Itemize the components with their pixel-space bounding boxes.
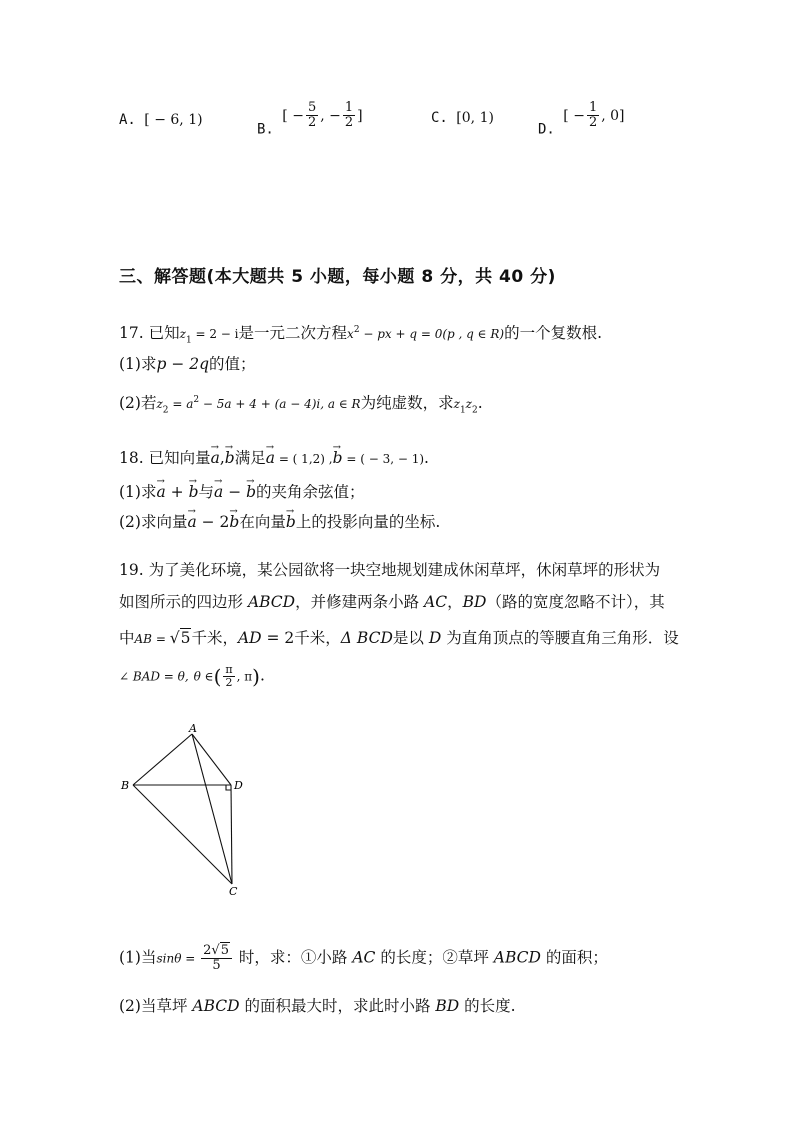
q19-line2-text-c: ， (447, 593, 463, 611)
q18-text-2: 满足 (234, 449, 266, 467)
option-b-value (282, 100, 363, 130)
q19-part2-bd: BD (435, 997, 460, 1015)
option-d-label: D. (538, 121, 555, 138)
q18-eq-b: = ( − 3, − 1) (342, 452, 425, 466)
q19-line4-pi-num: π (225, 663, 233, 676)
q19-line4-pi-den: 2 (225, 676, 233, 689)
q17-part1-text-b: 的值； (209, 355, 256, 373)
q18-part2-vec-a: → a (187, 512, 196, 532)
q17-part1 (119, 354, 256, 374)
label-c: C (229, 885, 238, 898)
option-b (257, 101, 363, 138)
segment-dc (231, 785, 232, 884)
q18-part2-minus2: − 2 (196, 513, 230, 531)
q19-line4-angle: ∠ BAD = θ, (119, 669, 189, 684)
q18-vec-b: → b (225, 448, 235, 468)
q19-part1 (119, 944, 608, 973)
q19-part1-radicand: 5 (220, 943, 229, 958)
q19-part2-abcd: ABCD (192, 997, 240, 1015)
q17-part2 (119, 390, 483, 420)
q19-part1-text-b: 时，求：①小路 (233, 948, 353, 967)
q17-part2-z2b: z (465, 397, 472, 412)
q18-comma: , (219, 449, 225, 467)
option-b-frac1-num: 5 (307, 100, 317, 115)
option-b-open: [ − (282, 107, 304, 124)
q19-part1-text-c: 的长度；②草坪 (375, 948, 494, 967)
label-d: D (234, 779, 243, 792)
q19-line3-ad: AD (237, 629, 262, 647)
q17-part2-z1-sub: 1 (459, 405, 466, 416)
q19-part1-num-coef: 2 (203, 943, 212, 958)
option-b-frac2-num: 1 (344, 100, 354, 115)
q18-part1-vec-b-2: → b (246, 482, 256, 502)
q18-text-3: . (424, 449, 429, 467)
q19-part1-ac: AC (352, 948, 376, 967)
q17-part2-text-a: (2)若 (119, 394, 157, 413)
q17-part2-expr: − 5a + 4 + (a − 4)i, a ∈ R (199, 397, 361, 412)
q18-part2-vec-b-2: → b (286, 512, 296, 532)
q18-part1 (119, 482, 365, 502)
q19-line2-text-b: ，并修建两条小路 (295, 593, 425, 611)
q17-math-z1-sub: 1 (185, 335, 192, 346)
q19-part1-frac (201, 944, 232, 973)
option-a-label: A. (119, 112, 136, 128)
q19-line4-pi: , π (236, 669, 253, 684)
q19-line2-abcd: ABCD (247, 593, 296, 611)
q17-part2-text-b: 为纯虚数，求 (360, 394, 454, 413)
q17-part2-z2-sub: 2 (162, 405, 169, 416)
q19-part2-text-b: 的面积最大时，求此时小路 (239, 997, 436, 1015)
q19-line3-radicand: 5 (180, 629, 191, 647)
section-heading: 三、解答题(本大题共 5 小题，每小题 8 分，共 40 分) (119, 267, 556, 287)
option-b-frac2-den: 2 (344, 115, 354, 130)
q17-math-x-sup: 2 (353, 325, 360, 335)
q19-line4-rparen: ) (252, 664, 260, 689)
q17-math-x: x (347, 327, 354, 342)
q17-text-2: 是一元二次方程 (238, 324, 348, 343)
segment-bc (133, 785, 232, 884)
q18-part1-vec-b: → b (189, 482, 199, 502)
option-b-close: ] (357, 107, 363, 124)
q19-line3-text-e: 为直角顶点的等腰直角三角形．设 (441, 629, 679, 647)
q18-vec-a-2: → a (266, 448, 275, 468)
q17-part2-z1: z (453, 397, 460, 412)
q19-line3-sqrt: √5 (169, 629, 191, 647)
option-d-open: [ − (563, 107, 585, 124)
q19-line4-lparen: ( (213, 664, 222, 689)
q19-line2-text-a: 如图所示的四边形 (119, 593, 248, 611)
q18-part1-minus: − (223, 483, 247, 501)
option-c (431, 110, 494, 126)
q19-part1-text-d: 的面积； (540, 948, 608, 967)
q19-line4-end: . (259, 666, 265, 685)
q17-number: 17. (119, 324, 144, 343)
q18-part1-vec-a: → a (156, 482, 165, 502)
option-d-frac-den: 2 (588, 115, 598, 130)
q17-part1-text-a: (1)求 (119, 355, 157, 373)
q17-part2-z2: z (156, 397, 163, 412)
option-a-value: [ − 6, 1) (144, 112, 203, 128)
q19-line-3 (119, 628, 679, 649)
q18-part1-text-b: 与 (198, 483, 215, 501)
option-b-frac1 (306, 101, 318, 130)
q18-part2-text-b: 在向量 (239, 513, 286, 531)
q17-part2-text-c: . (477, 394, 483, 413)
q19-line2-text-d: （路的宽度忽略不计），其 (486, 593, 665, 611)
q19-line3-bcd: Δ BCD (340, 629, 393, 647)
q17-text-3: 的一个复数根. (504, 324, 603, 343)
q19-part1-frac-den: 5 (212, 958, 221, 973)
q19-line-4 (119, 664, 265, 689)
q17-part1-math: p − 2q (156, 355, 210, 373)
q19-line3-text-b: 千米， (191, 629, 238, 647)
q17-math-z1: z (179, 327, 186, 342)
option-d-frac (587, 101, 599, 130)
label-a: A (189, 722, 197, 735)
q19-line4-theta-in: θ ∈ (193, 669, 214, 684)
q17-part2-a-sup: 2 (193, 395, 200, 405)
q19-line2-bd: BD (462, 593, 487, 611)
option-b-sep: , − (320, 107, 341, 124)
option-b-label: B. (257, 121, 274, 138)
q19-part1-sqrt: √5 (211, 943, 229, 958)
q18-part2-text-c: 上的投影向量的坐标. (295, 513, 441, 531)
q18-part1-plus: + (165, 483, 189, 501)
q19-part2 (119, 996, 516, 1016)
q18-part2-text-a: (2)求向量 (119, 513, 188, 531)
q17-stem (119, 320, 602, 350)
q19-line-2 (119, 592, 665, 612)
q19-line3-text-c: = 2千米， (261, 629, 341, 647)
option-d-frac-num: 1 (588, 100, 598, 115)
q19-line3-d: D (428, 629, 442, 647)
quadrilateral-figure (115, 718, 255, 900)
q18-vec-a: → a (211, 448, 220, 468)
q19-part2-text-a: (2)当草坪 (119, 997, 193, 1015)
q17-text-1: 已知 (148, 324, 180, 343)
q19-line3-text-a: 中 (119, 629, 135, 647)
q18-stem (119, 448, 429, 469)
label-b: B (121, 779, 130, 792)
q19-part1-abcd: ABCD (493, 948, 541, 967)
option-b-frac2 (343, 101, 355, 130)
q18-eq-a: = ( 1,2) , (275, 452, 333, 466)
segment-ab (133, 734, 192, 785)
option-c-label: C. (431, 110, 448, 126)
option-b-frac1-den: 2 (307, 115, 317, 130)
option-d (538, 101, 625, 138)
q19-part1-frac-num (201, 944, 232, 959)
q18-number: 18. (119, 449, 144, 467)
q18-part2-vec-b: → b (229, 512, 239, 532)
segment-ad (192, 734, 231, 785)
q19-line3-ab: AB = (134, 632, 170, 646)
q18-part2 (119, 512, 440, 532)
option-d-close: , 0] (601, 107, 625, 124)
segment-ac (192, 734, 232, 884)
q19-line3-text-d: 是以 (392, 629, 429, 647)
right-angle-mark (226, 785, 231, 790)
q18-text-1: 已知向量 (148, 449, 211, 467)
q19-part2-text-c: 的长度. (459, 997, 516, 1015)
option-d-value (563, 100, 625, 130)
q17-part2-a: = a (168, 397, 194, 412)
q18-part1-vec-a-2: → a (214, 482, 223, 502)
option-c-value: [0, 1) (456, 110, 494, 126)
q19-line4-pi-frac (223, 664, 234, 689)
q19-line2-ac: AC (424, 593, 448, 611)
option-a (119, 110, 203, 130)
q19-part1-sin: sinθ = (156, 951, 200, 966)
q18-part1-text-c: 的夹角余弦值； (256, 483, 365, 501)
q19-part1-text-a: (1)当 (119, 948, 157, 967)
q18-vec-b-2: → b (333, 448, 343, 468)
q17-math-equation: − px + q = 0(p , q ∈ R) (359, 327, 505, 342)
q19-line-1: 19. 为了美化环境，某公园欲将一块空地规划建成休闲草坪，休闲草坪的形状为 (119, 561, 661, 579)
q17-math-value: = 2 − i (191, 327, 239, 342)
q17-part2-z2b-sub: 2 (472, 405, 478, 416)
q18-part1-text-a: (1)求 (119, 483, 157, 501)
